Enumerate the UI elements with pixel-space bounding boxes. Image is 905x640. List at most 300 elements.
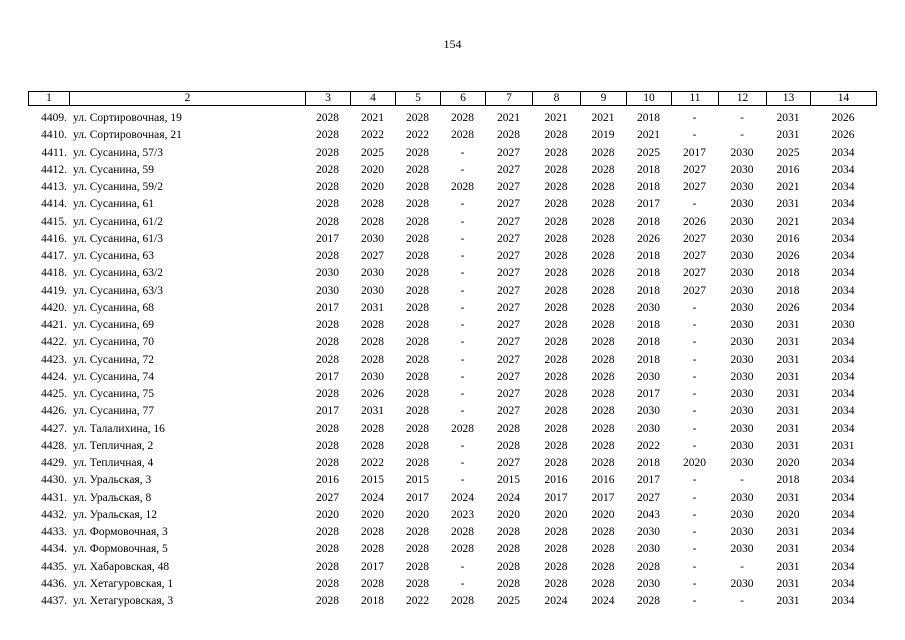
address-cell: ул. Сусанина, 63 <box>73 250 155 262</box>
year-cell: 2018 <box>637 215 660 228</box>
year-cell: 2034 <box>831 422 855 435</box>
year-cell: 2030 <box>730 198 754 211</box>
year-cell: 2026 <box>637 232 660 245</box>
year-cell: 2028 <box>406 405 429 418</box>
year-cell: - <box>692 422 697 435</box>
year-cell: 2018 <box>637 353 660 366</box>
year-cell: 2021 <box>776 215 800 228</box>
data-table <box>28 110 876 610</box>
year-cell: 2022 <box>361 457 384 469</box>
year-cell: 2031 <box>831 439 855 452</box>
year-cell: 2024 <box>451 491 474 504</box>
column-header-cell: 10 <box>627 92 672 106</box>
year-cell: 2030 <box>730 543 754 556</box>
year-cell: 2028 <box>406 336 429 349</box>
row-number: 4424. <box>41 370 67 383</box>
year-cell: 2018 <box>776 474 800 487</box>
address-cell: ул. Сусанина, 70 <box>73 336 155 349</box>
year-cell: 2030 <box>637 405 660 418</box>
year-cell: 2030 <box>730 146 754 159</box>
year-cell: 2017 <box>683 146 706 159</box>
year-cell: - <box>460 232 465 245</box>
year-cell: 2027 <box>497 267 520 280</box>
year-cell: 2027 <box>683 284 706 297</box>
year-cell: 2027 <box>497 181 520 193</box>
table-row <box>28 490 876 507</box>
year-cell: 2021 <box>637 129 660 142</box>
address-cell: ул. Сортировочная, 21 <box>73 129 182 142</box>
year-cell: 2028 <box>451 112 474 124</box>
year-cell: 2028 <box>544 370 568 383</box>
column-header-cell: 4 <box>351 92 396 106</box>
year-cell: 2017 <box>361 560 384 573</box>
year-cell: 2018 <box>637 163 660 176</box>
year-cell: 2028 <box>544 181 568 193</box>
table-row <box>28 248 876 265</box>
year-cell: 2020 <box>776 508 800 521</box>
year-cell: 2028 <box>544 560 568 573</box>
row-number: 4417. <box>41 250 67 262</box>
year-cell: 2027 <box>497 215 520 228</box>
year-cell: 2028 <box>451 422 474 435</box>
year-cell: 2030 <box>730 163 754 176</box>
table-row <box>28 576 876 593</box>
year-cell: 2031 <box>361 405 384 418</box>
year-cell: - <box>692 508 697 521</box>
year-cell: 2030 <box>831 319 855 331</box>
year-cell: 2028 <box>361 198 384 211</box>
table-row <box>28 507 876 524</box>
year-cell: 2030 <box>730 232 754 245</box>
year-cell: 2026 <box>776 250 800 262</box>
year-cell: 2027 <box>497 284 520 297</box>
year-cell: 2018 <box>776 267 800 280</box>
year-cell: 2030 <box>730 215 754 228</box>
table-row <box>28 231 876 248</box>
year-cell: 2027 <box>497 146 520 159</box>
year-cell: 2021 <box>361 112 384 124</box>
year-cell: 2028 <box>406 146 429 159</box>
year-cell: 2028 <box>591 526 615 538</box>
address-cell: ул. Хетагуровская, 3 <box>73 595 174 607</box>
year-cell: 2043 <box>637 508 660 521</box>
row-number: 4419. <box>41 284 67 297</box>
year-cell: 2030 <box>730 353 754 366</box>
year-cell: 2030 <box>637 422 660 435</box>
year-cell: 2028 <box>591 215 615 228</box>
year-cell: 2027 <box>497 301 520 314</box>
address-cell: ул. Тепличная, 4 <box>73 457 154 469</box>
year-cell: 2028 <box>316 577 339 590</box>
address-cell: ул. Сусанина, 61/3 <box>73 232 163 245</box>
year-cell: 2016 <box>316 474 339 487</box>
year-cell: 2030 <box>730 405 754 418</box>
row-number: 4432. <box>41 508 67 521</box>
year-cell: 2034 <box>831 457 855 469</box>
address-cell: ул. Сусанина, 63/3 <box>73 284 163 297</box>
year-cell: 2030 <box>730 284 754 297</box>
row-number: 4410. <box>41 129 67 142</box>
year-cell: 2034 <box>831 284 855 297</box>
year-cell: 2017 <box>316 405 339 418</box>
year-cell: 2027 <box>683 232 706 245</box>
column-header-cell: 8 <box>533 92 581 106</box>
row-number: 4425. <box>41 388 67 400</box>
year-cell: 2028 <box>497 577 520 590</box>
year-cell: 2030 <box>730 439 754 452</box>
year-cell: 2027 <box>497 457 520 469</box>
year-cell: 2031 <box>776 319 800 331</box>
table-row <box>28 524 876 541</box>
row-number: 4414. <box>41 198 67 211</box>
column-header-cell: 1 <box>29 92 70 106</box>
year-cell: - <box>460 198 465 211</box>
year-cell: 2028 <box>544 129 568 142</box>
year-cell: 2028 <box>316 319 339 331</box>
year-cell: 2030 <box>316 284 339 297</box>
year-cell: 2028 <box>406 267 429 280</box>
row-number: 4418. <box>41 267 67 280</box>
year-cell: - <box>692 336 697 349</box>
address-cell: ул. Сусанина, 77 <box>73 405 155 418</box>
year-cell: 2021 <box>776 181 800 193</box>
year-cell: 2028 <box>316 336 339 349</box>
year-cell: - <box>692 301 697 314</box>
year-cell: - <box>692 319 697 331</box>
year-cell: 2017 <box>637 198 660 211</box>
year-cell: 2021 <box>591 112 615 124</box>
year-cell: 2028 <box>591 370 615 383</box>
year-cell: - <box>460 405 465 418</box>
year-cell: 2028 <box>406 353 429 366</box>
year-cell: 2030 <box>730 508 754 521</box>
year-cell: 2021 <box>544 112 568 124</box>
column-header-cell: 6 <box>441 92 486 106</box>
year-cell: 2016 <box>544 474 568 487</box>
year-cell: 2028 <box>451 181 474 193</box>
year-cell: 2030 <box>730 301 754 314</box>
year-cell: - <box>740 474 744 487</box>
year-cell: 2030 <box>730 181 754 193</box>
address-cell: ул. Сусанина, 57/3 <box>73 146 163 159</box>
year-cell: 2030 <box>361 267 384 280</box>
row-number: 4411. <box>41 146 67 159</box>
year-cell: 2026 <box>361 388 384 400</box>
year-cell: 2028 <box>406 526 429 538</box>
table-row <box>28 369 876 386</box>
year-cell: 2028 <box>591 198 615 211</box>
year-cell: 2027 <box>637 491 660 504</box>
year-cell: 2025 <box>361 146 384 159</box>
year-cell: - <box>460 336 465 349</box>
year-cell: - <box>692 439 697 452</box>
year-cell: 2028 <box>361 215 384 228</box>
row-number: 4416. <box>41 232 67 245</box>
table-row <box>28 110 876 127</box>
year-cell: 2034 <box>831 595 855 607</box>
year-cell: 2034 <box>831 336 855 349</box>
year-cell: 2018 <box>776 284 800 297</box>
year-cell: 2028 <box>361 422 384 435</box>
year-cell: 2028 <box>406 388 429 400</box>
year-cell: 2028 <box>591 301 615 314</box>
row-number: 4409. <box>41 112 67 124</box>
column-header-cell: 13 <box>767 92 811 106</box>
year-cell: 2028 <box>316 129 339 142</box>
year-cell: 2028 <box>544 422 568 435</box>
year-cell: 2028 <box>544 215 568 228</box>
year-cell: 2027 <box>361 250 384 262</box>
year-cell: 2028 <box>361 353 384 366</box>
year-cell: 2028 <box>544 388 568 400</box>
year-cell: 2034 <box>831 146 855 159</box>
year-cell: 2030 <box>637 370 660 383</box>
year-cell: 2018 <box>361 595 384 607</box>
year-cell: 2031 <box>776 560 800 573</box>
page-number: 154 <box>443 37 462 51</box>
year-cell: - <box>692 388 697 400</box>
year-cell: 2031 <box>776 577 800 590</box>
year-cell: 2030 <box>730 457 754 469</box>
table-row <box>28 421 876 438</box>
year-cell: - <box>692 526 697 538</box>
year-cell: 2034 <box>831 405 855 418</box>
year-cell: - <box>692 198 697 211</box>
year-cell: 2028 <box>544 526 568 538</box>
year-cell: 2028 <box>361 439 384 452</box>
year-cell: 2028 <box>591 388 615 400</box>
year-cell: - <box>692 405 697 418</box>
table-row <box>28 386 876 403</box>
row-number: 4436. <box>41 577 67 590</box>
year-cell: 2028 <box>591 353 615 366</box>
year-cell: 2028 <box>361 543 384 556</box>
year-cell: - <box>692 474 697 487</box>
year-cell: - <box>460 163 465 176</box>
year-cell: 2030 <box>730 491 754 504</box>
year-cell: 2018 <box>637 112 660 124</box>
year-cell: 2028 <box>316 388 339 400</box>
year-cell: 2028 <box>451 526 474 538</box>
year-cell: 2030 <box>637 526 660 538</box>
year-cell: 2018 <box>637 336 660 349</box>
year-cell: 2028 <box>591 267 615 280</box>
year-cell: 2027 <box>683 250 706 262</box>
year-cell: 2028 <box>316 112 339 124</box>
year-cell: 2031 <box>361 301 384 314</box>
address-cell: ул. Сусанина, 74 <box>73 370 155 383</box>
year-cell: 2030 <box>637 577 660 590</box>
year-cell: 2018 <box>637 181 660 193</box>
year-cell: 2024 <box>361 491 384 504</box>
year-cell: 2028 <box>591 560 615 573</box>
year-cell: 2028 <box>316 146 339 159</box>
year-cell: 2027 <box>683 163 706 176</box>
table-row <box>28 541 876 558</box>
row-number: 4437. <box>41 595 67 607</box>
year-cell: 2034 <box>831 508 855 521</box>
year-cell: - <box>460 250 465 262</box>
year-cell: 2027 <box>497 232 520 245</box>
year-cell: 2028 <box>316 181 339 193</box>
year-cell: 2028 <box>497 439 520 452</box>
year-cell: 2021 <box>497 112 520 124</box>
year-cell: 2034 <box>831 250 855 262</box>
table-row <box>28 283 876 300</box>
year-cell: 2028 <box>544 353 568 366</box>
address-cell: ул. Хетагуровская, 1 <box>73 577 174 590</box>
year-cell: 2031 <box>776 129 800 142</box>
year-cell: - <box>692 491 697 504</box>
year-cell: 2020 <box>776 457 800 469</box>
year-cell: 2028 <box>544 457 568 469</box>
year-cell: 2028 <box>361 336 384 349</box>
column-header-cell: 12 <box>719 92 767 106</box>
year-cell: 2017 <box>316 301 339 314</box>
year-cell: 2031 <box>776 388 800 400</box>
year-cell: 2028 <box>406 232 429 245</box>
year-cell: 2027 <box>497 198 520 211</box>
year-cell: - <box>692 112 697 124</box>
year-cell: 2028 <box>497 526 520 538</box>
year-cell: 2031 <box>776 370 800 383</box>
year-cell: 2028 <box>316 595 339 607</box>
row-number: 4430. <box>41 474 67 487</box>
year-cell: 2030 <box>361 232 384 245</box>
year-cell: - <box>460 267 465 280</box>
year-cell: 2028 <box>591 439 615 452</box>
year-cell: 2030 <box>730 336 754 349</box>
year-cell: 2022 <box>361 129 384 142</box>
year-cell: 2017 <box>316 370 339 383</box>
year-cell: 2028 <box>406 215 429 228</box>
year-cell: - <box>740 112 744 124</box>
row-number: 4412. <box>41 163 67 176</box>
address-cell: ул. Уральская, 3 <box>73 474 152 487</box>
year-cell: 2025 <box>497 595 520 607</box>
year-cell: 2020 <box>316 508 339 521</box>
year-cell: 2030 <box>730 250 754 262</box>
year-cell: 2028 <box>497 422 520 435</box>
year-cell: 2026 <box>776 301 800 314</box>
year-cell: 2031 <box>776 112 800 124</box>
year-cell: 2017 <box>544 491 568 504</box>
year-cell: 2020 <box>683 457 706 469</box>
year-cell: 2028 <box>544 146 568 159</box>
year-cell: 2030 <box>730 267 754 280</box>
table-row <box>28 559 876 576</box>
year-cell: 2028 <box>591 146 615 159</box>
row-number: 4413. <box>41 181 67 193</box>
year-cell: 2028 <box>497 560 520 573</box>
year-cell: 2027 <box>497 388 520 400</box>
year-cell: 2031 <box>776 422 800 435</box>
address-cell: ул. Тепличная, 2 <box>73 439 154 452</box>
row-number: 4435. <box>41 560 67 573</box>
year-cell: 2028 <box>316 198 339 211</box>
row-number: 4415. <box>41 215 67 228</box>
table-row <box>28 162 876 179</box>
year-cell: 2028 <box>544 319 568 331</box>
year-cell: - <box>460 353 465 366</box>
year-cell: 2030 <box>316 267 339 280</box>
year-cell: 2030 <box>730 422 754 435</box>
year-cell: 2028 <box>637 560 660 573</box>
year-cell: 2028 <box>406 422 429 435</box>
year-cell: - <box>460 146 465 159</box>
year-cell: 2031 <box>776 595 800 607</box>
year-cell: 2028 <box>316 163 339 176</box>
year-cell: 2031 <box>776 526 800 538</box>
year-cell: - <box>460 560 465 573</box>
year-cell: 2017 <box>591 491 615 504</box>
year-cell: 2023 <box>451 508 474 521</box>
year-cell: 2034 <box>831 474 855 487</box>
address-cell: ул. Сусанина, 69 <box>73 319 155 331</box>
year-cell: 2022 <box>406 595 429 607</box>
year-cell: 2028 <box>497 129 520 142</box>
year-cell: 2028 <box>451 543 474 556</box>
year-cell: 2028 <box>591 336 615 349</box>
year-cell: 2027 <box>683 181 706 193</box>
column-header-cell: 3 <box>306 92 351 106</box>
year-cell: 2028 <box>406 577 429 590</box>
table-row <box>28 317 876 334</box>
table-row <box>28 352 876 369</box>
year-cell: 2016 <box>776 232 800 245</box>
row-number: 4428. <box>41 439 67 452</box>
year-cell: 2031 <box>776 405 800 418</box>
year-cell: 2028 <box>316 353 339 366</box>
table-row <box>28 265 876 282</box>
year-cell: 2028 <box>451 129 474 142</box>
year-cell: 2017 <box>637 388 660 400</box>
year-cell: 2026 <box>831 112 855 124</box>
column-header-cell: 9 <box>581 92 627 106</box>
table-row <box>28 145 876 162</box>
year-cell: - <box>692 129 697 142</box>
year-cell: 2018 <box>637 250 660 262</box>
year-cell: 2025 <box>637 146 660 159</box>
year-cell: - <box>460 577 465 590</box>
year-cell: 2016 <box>591 474 615 487</box>
year-cell: 2015 <box>361 474 384 487</box>
year-cell: 2028 <box>361 526 384 538</box>
year-cell: 2020 <box>406 508 429 521</box>
table-row <box>28 196 876 213</box>
year-cell: - <box>460 301 465 314</box>
row-number: 4420. <box>41 301 67 314</box>
year-cell: 2030 <box>361 284 384 297</box>
year-cell: 2028 <box>591 284 615 297</box>
year-cell: 2027 <box>497 163 520 176</box>
column-header-row <box>29 92 877 106</box>
table-row <box>28 300 876 317</box>
year-cell: 2027 <box>497 405 520 418</box>
row-number: 4423. <box>41 353 67 366</box>
year-cell: 2034 <box>831 388 855 400</box>
year-cell: 2034 <box>831 491 855 504</box>
year-cell: - <box>740 129 744 142</box>
row-number: 4421. <box>41 319 67 331</box>
year-cell: 2028 <box>406 284 429 297</box>
year-cell: - <box>460 370 465 383</box>
year-cell: 2028 <box>591 457 615 469</box>
year-cell: 2028 <box>544 336 568 349</box>
year-cell: 2028 <box>316 526 339 538</box>
year-cell: - <box>460 215 465 228</box>
address-cell: ул. Уральская, 8 <box>73 491 152 504</box>
